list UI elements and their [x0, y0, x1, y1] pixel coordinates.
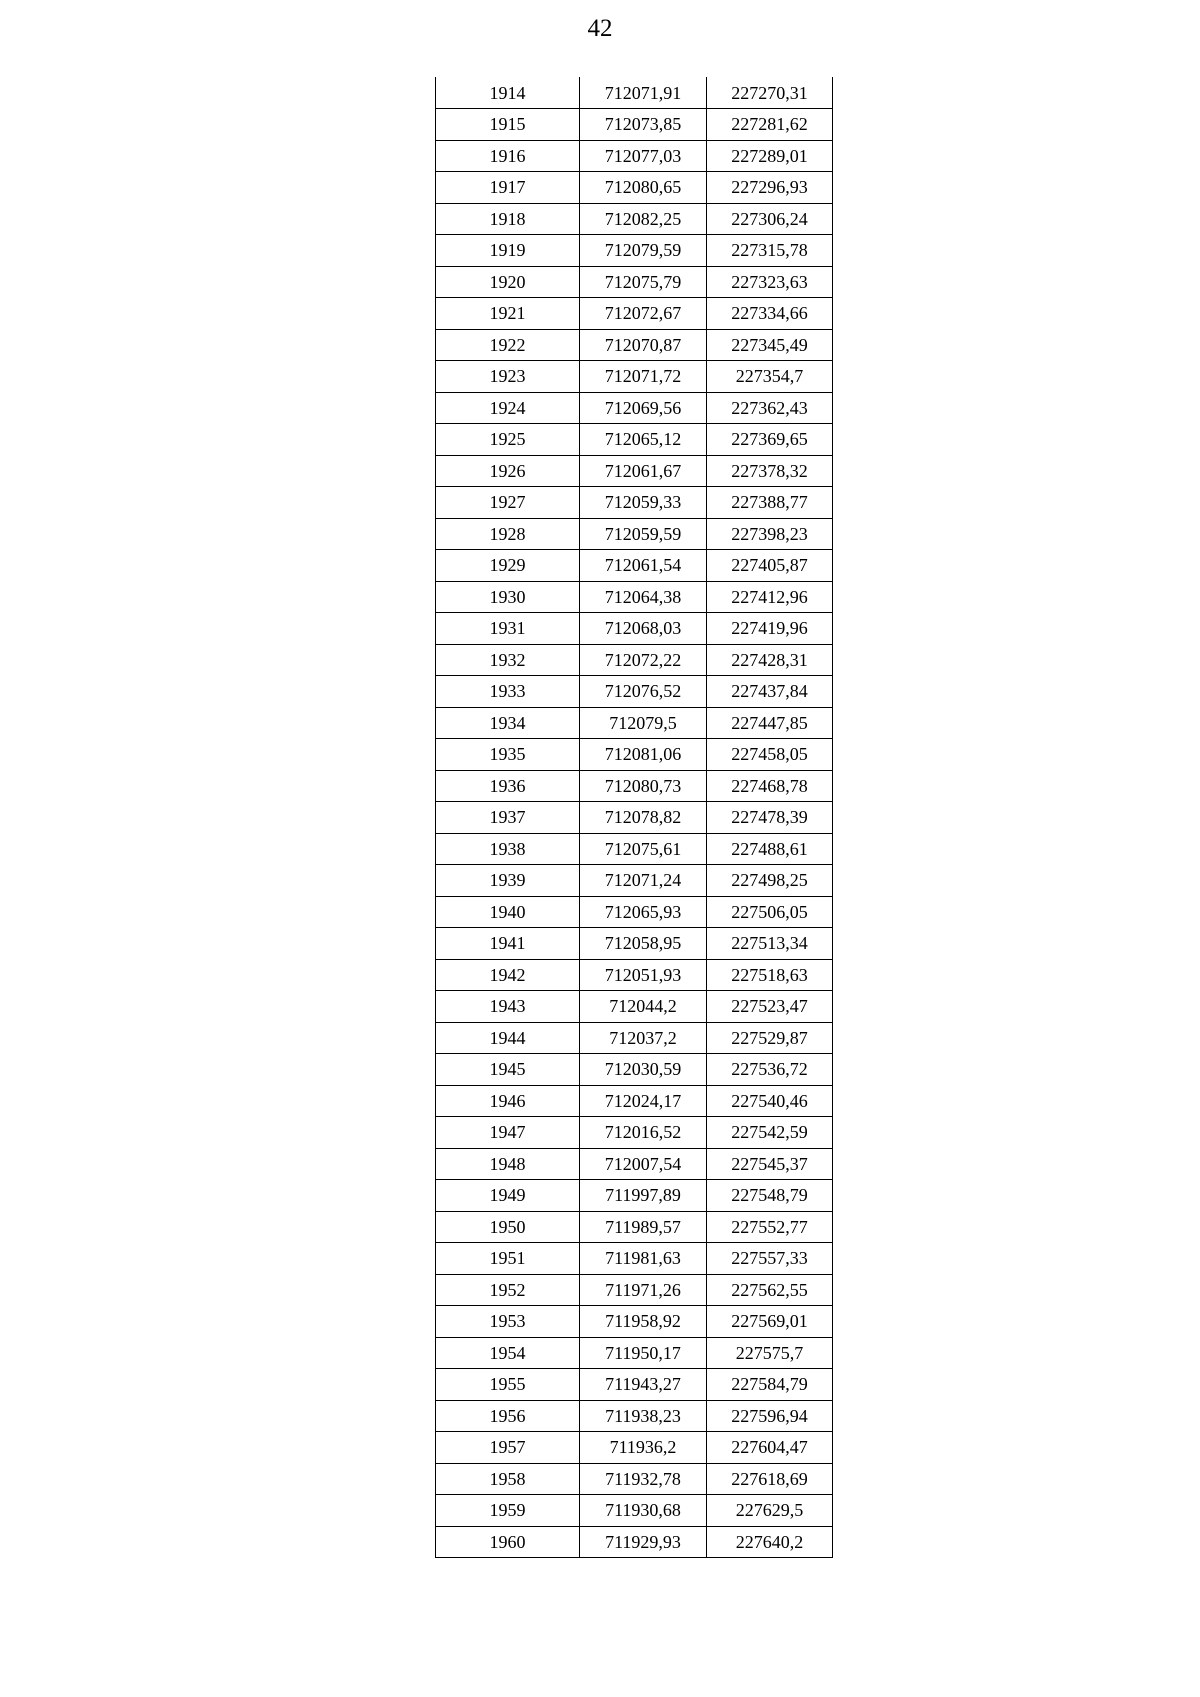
x-coordinate-cell: 712037,2 — [580, 1022, 707, 1054]
table-row — [436, 392, 833, 424]
point-number-cell: 1935 — [436, 739, 580, 771]
y-coordinate-cell: 227478,39 — [707, 802, 833, 834]
y-coordinate-cell: 227405,87 — [707, 550, 833, 582]
point-number-cell: 1947 — [436, 1117, 580, 1149]
point-number-cell: 1918 — [436, 203, 580, 235]
x-coordinate-cell: 712059,59 — [580, 518, 707, 550]
x-coordinate-cell: 712076,52 — [580, 676, 707, 708]
point-number-cell: 1943 — [436, 991, 580, 1023]
point-number-cell: 1917 — [436, 172, 580, 204]
table-row — [436, 865, 833, 897]
y-coordinate-cell: 227281,62 — [707, 109, 833, 141]
y-coordinate-cell: 227552,77 — [707, 1211, 833, 1243]
coordinates-table-body — [436, 77, 833, 1558]
x-coordinate-cell: 712077,03 — [580, 140, 707, 172]
point-number-cell: 1948 — [436, 1148, 580, 1180]
x-coordinate-cell: 712082,25 — [580, 203, 707, 235]
x-coordinate-cell: 712051,93 — [580, 959, 707, 991]
y-coordinate-cell: 227323,63 — [707, 266, 833, 298]
table-row — [436, 1085, 833, 1117]
table-row — [436, 424, 833, 456]
point-number-cell: 1940 — [436, 896, 580, 928]
point-number-cell: 1956 — [436, 1400, 580, 1432]
table-row — [436, 140, 833, 172]
table-row — [436, 581, 833, 613]
x-coordinate-cell: 712065,12 — [580, 424, 707, 456]
point-number-cell: 1931 — [436, 613, 580, 645]
y-coordinate-cell: 227545,37 — [707, 1148, 833, 1180]
point-number-cell: 1923 — [436, 361, 580, 393]
y-coordinate-cell: 227569,01 — [707, 1306, 833, 1338]
point-number-cell: 1914 — [436, 77, 580, 109]
table-row — [436, 833, 833, 865]
x-coordinate-cell: 711929,93 — [580, 1526, 707, 1558]
x-coordinate-cell: 711936,2 — [580, 1432, 707, 1464]
point-number-cell: 1921 — [436, 298, 580, 330]
y-coordinate-cell: 227640,2 — [707, 1526, 833, 1558]
table-row — [436, 707, 833, 739]
y-coordinate-cell: 227513,34 — [707, 928, 833, 960]
table-row — [436, 644, 833, 676]
table-row — [436, 172, 833, 204]
table-row — [436, 487, 833, 519]
point-number-cell: 1934 — [436, 707, 580, 739]
table-row — [436, 1022, 833, 1054]
table-row — [436, 109, 833, 141]
x-coordinate-cell: 711930,68 — [580, 1495, 707, 1527]
point-number-cell: 1937 — [436, 802, 580, 834]
table-row — [436, 298, 833, 330]
x-coordinate-cell: 711943,27 — [580, 1369, 707, 1401]
table-row — [436, 1211, 833, 1243]
point-number-cell: 1955 — [436, 1369, 580, 1401]
y-coordinate-cell: 227557,33 — [707, 1243, 833, 1275]
point-number-cell: 1957 — [436, 1432, 580, 1464]
x-coordinate-cell: 712016,52 — [580, 1117, 707, 1149]
point-number-cell: 1916 — [436, 140, 580, 172]
x-coordinate-cell: 712072,67 — [580, 298, 707, 330]
x-coordinate-cell: 712059,33 — [580, 487, 707, 519]
point-number-cell: 1945 — [436, 1054, 580, 1086]
point-number-cell: 1927 — [436, 487, 580, 519]
point-number-cell: 1925 — [436, 424, 580, 456]
y-coordinate-cell: 227575,7 — [707, 1337, 833, 1369]
point-number-cell: 1926 — [436, 455, 580, 487]
point-number-cell: 1949 — [436, 1180, 580, 1212]
y-coordinate-cell: 227468,78 — [707, 770, 833, 802]
y-coordinate-cell: 227354,7 — [707, 361, 833, 393]
point-number-cell: 1950 — [436, 1211, 580, 1243]
point-number-cell: 1952 — [436, 1274, 580, 1306]
y-coordinate-cell: 227488,61 — [707, 833, 833, 865]
point-number-cell: 1929 — [436, 550, 580, 582]
point-number-cell: 1920 — [436, 266, 580, 298]
x-coordinate-cell: 712069,56 — [580, 392, 707, 424]
point-number-cell: 1933 — [436, 676, 580, 708]
point-number-cell: 1928 — [436, 518, 580, 550]
x-coordinate-cell: 711938,23 — [580, 1400, 707, 1432]
x-coordinate-cell: 712078,82 — [580, 802, 707, 834]
table-row — [436, 1495, 833, 1527]
x-coordinate-cell: 712064,38 — [580, 581, 707, 613]
point-number-cell: 1919 — [436, 235, 580, 267]
x-coordinate-cell: 712007,54 — [580, 1148, 707, 1180]
x-coordinate-cell: 712079,59 — [580, 235, 707, 267]
point-number-cell: 1951 — [436, 1243, 580, 1275]
table-row — [436, 991, 833, 1023]
table-row — [436, 203, 833, 235]
point-number-cell: 1924 — [436, 392, 580, 424]
point-number-cell: 1915 — [436, 109, 580, 141]
x-coordinate-cell: 712075,79 — [580, 266, 707, 298]
point-number-cell: 1941 — [436, 928, 580, 960]
y-coordinate-cell: 227270,31 — [707, 77, 833, 109]
y-coordinate-cell: 227306,24 — [707, 203, 833, 235]
y-coordinate-cell: 227548,79 — [707, 1180, 833, 1212]
y-coordinate-cell: 227498,25 — [707, 865, 833, 897]
table-row — [436, 928, 833, 960]
y-coordinate-cell: 227447,85 — [707, 707, 833, 739]
table-row — [436, 455, 833, 487]
y-coordinate-cell: 227289,01 — [707, 140, 833, 172]
table-row — [436, 1054, 833, 1086]
table-row — [436, 896, 833, 928]
point-number-cell: 1942 — [436, 959, 580, 991]
x-coordinate-cell: 712080,65 — [580, 172, 707, 204]
x-coordinate-cell: 711981,63 — [580, 1243, 707, 1275]
point-number-cell: 1938 — [436, 833, 580, 865]
y-coordinate-cell: 227596,94 — [707, 1400, 833, 1432]
y-coordinate-cell: 227540,46 — [707, 1085, 833, 1117]
x-coordinate-cell: 712071,72 — [580, 361, 707, 393]
y-coordinate-cell: 227604,47 — [707, 1432, 833, 1464]
point-number-cell: 1939 — [436, 865, 580, 897]
y-coordinate-cell: 227629,5 — [707, 1495, 833, 1527]
page-number: 42 — [587, 15, 613, 42]
y-coordinate-cell: 227378,32 — [707, 455, 833, 487]
y-coordinate-cell: 227334,66 — [707, 298, 833, 330]
table-row — [436, 676, 833, 708]
y-coordinate-cell: 227523,47 — [707, 991, 833, 1023]
point-number-cell: 1944 — [436, 1022, 580, 1054]
point-number-cell: 1936 — [436, 770, 580, 802]
point-number-cell: 1958 — [436, 1463, 580, 1495]
coordinates-table — [435, 77, 833, 1558]
table-row — [436, 1180, 833, 1212]
point-number-cell: 1930 — [436, 581, 580, 613]
table-row — [436, 613, 833, 645]
y-coordinate-cell: 227419,96 — [707, 613, 833, 645]
table-row — [436, 1243, 833, 1275]
x-coordinate-cell: 712068,03 — [580, 613, 707, 645]
y-coordinate-cell: 227437,84 — [707, 676, 833, 708]
y-coordinate-cell: 227458,05 — [707, 739, 833, 771]
table-row — [436, 518, 833, 550]
x-coordinate-cell: 712081,06 — [580, 739, 707, 771]
y-coordinate-cell: 227362,43 — [707, 392, 833, 424]
x-coordinate-cell: 712073,85 — [580, 109, 707, 141]
x-coordinate-cell: 711971,26 — [580, 1274, 707, 1306]
y-coordinate-cell: 227518,63 — [707, 959, 833, 991]
point-number-cell: 1960 — [436, 1526, 580, 1558]
x-coordinate-cell: 712044,2 — [580, 991, 707, 1023]
table-row — [436, 1306, 833, 1338]
table-row — [436, 1337, 833, 1369]
y-coordinate-cell: 227618,69 — [707, 1463, 833, 1495]
point-number-cell: 1946 — [436, 1085, 580, 1117]
y-coordinate-cell: 227529,87 — [707, 1022, 833, 1054]
x-coordinate-cell: 712071,91 — [580, 77, 707, 109]
x-coordinate-cell: 711958,92 — [580, 1306, 707, 1338]
table-row — [436, 739, 833, 771]
x-coordinate-cell: 712071,24 — [580, 865, 707, 897]
x-coordinate-cell: 712072,22 — [580, 644, 707, 676]
table-row — [436, 329, 833, 361]
x-coordinate-cell: 712075,61 — [580, 833, 707, 865]
table-row — [436, 361, 833, 393]
x-coordinate-cell: 712024,17 — [580, 1085, 707, 1117]
x-coordinate-cell: 712070,87 — [580, 329, 707, 361]
table-row — [436, 1432, 833, 1464]
x-coordinate-cell: 712065,93 — [580, 896, 707, 928]
table-row — [436, 1148, 833, 1180]
y-coordinate-cell: 227412,96 — [707, 581, 833, 613]
y-coordinate-cell: 227296,93 — [707, 172, 833, 204]
table-row — [436, 1400, 833, 1432]
table-row — [436, 1526, 833, 1558]
table-row — [436, 1463, 833, 1495]
point-number-cell: 1959 — [436, 1495, 580, 1527]
point-number-cell: 1932 — [436, 644, 580, 676]
table-row — [436, 1274, 833, 1306]
x-coordinate-cell: 712080,73 — [580, 770, 707, 802]
point-number-cell: 1954 — [436, 1337, 580, 1369]
table-row — [436, 266, 833, 298]
point-number-cell: 1953 — [436, 1306, 580, 1338]
table-row — [436, 235, 833, 267]
x-coordinate-cell: 711950,17 — [580, 1337, 707, 1369]
x-coordinate-cell: 711932,78 — [580, 1463, 707, 1495]
table-row — [436, 959, 833, 991]
y-coordinate-cell: 227398,23 — [707, 518, 833, 550]
x-coordinate-cell: 711989,57 — [580, 1211, 707, 1243]
y-coordinate-cell: 227562,55 — [707, 1274, 833, 1306]
y-coordinate-cell: 227506,05 — [707, 896, 833, 928]
y-coordinate-cell: 227315,78 — [707, 235, 833, 267]
y-coordinate-cell: 227542,59 — [707, 1117, 833, 1149]
y-coordinate-cell: 227369,65 — [707, 424, 833, 456]
x-coordinate-cell: 712061,54 — [580, 550, 707, 582]
table-row — [436, 1117, 833, 1149]
table-row — [436, 550, 833, 582]
x-coordinate-cell: 712030,59 — [580, 1054, 707, 1086]
table-row — [436, 1369, 833, 1401]
y-coordinate-cell: 227428,31 — [707, 644, 833, 676]
table-row — [436, 802, 833, 834]
table-row — [436, 77, 833, 109]
coordinates-table-container — [435, 77, 833, 1558]
x-coordinate-cell: 711997,89 — [580, 1180, 707, 1212]
x-coordinate-cell: 712061,67 — [580, 455, 707, 487]
y-coordinate-cell: 227584,79 — [707, 1369, 833, 1401]
point-number-cell: 1922 — [436, 329, 580, 361]
y-coordinate-cell: 227388,77 — [707, 487, 833, 519]
x-coordinate-cell: 712058,95 — [580, 928, 707, 960]
y-coordinate-cell: 227345,49 — [707, 329, 833, 361]
y-coordinate-cell: 227536,72 — [707, 1054, 833, 1086]
x-coordinate-cell: 712079,5 — [580, 707, 707, 739]
table-row — [436, 770, 833, 802]
